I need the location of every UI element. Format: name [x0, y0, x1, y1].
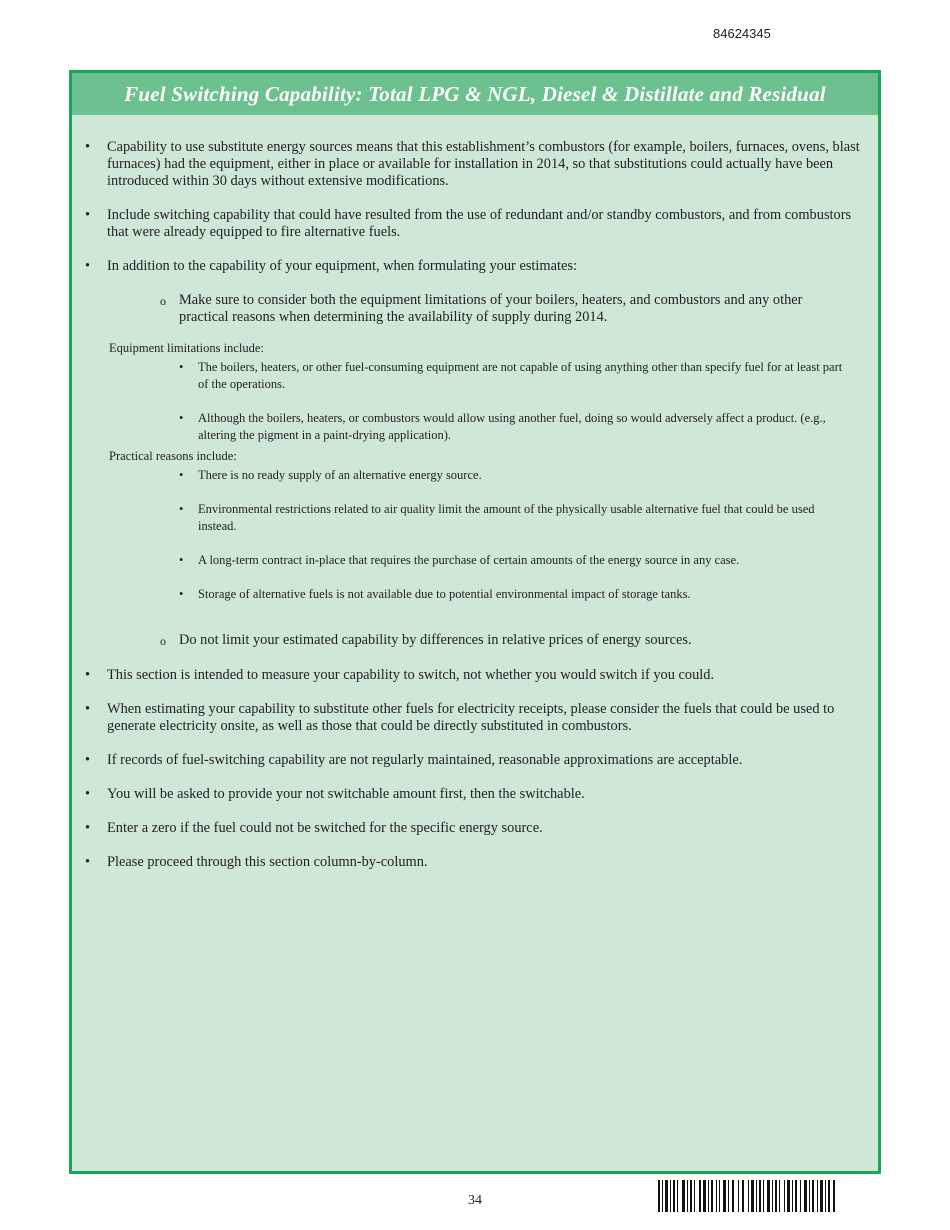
instruction-text: This section is intended to measure your capability to switch, not whether you would switch if you could.	[107, 667, 715, 683]
item-text: There is no ready supply of an alternative energy source.	[198, 468, 482, 482]
item-text: A long-term contract in-place that requires the purchase of certain amounts of the energy source in any case.	[198, 553, 740, 567]
instruction-text: Please proceed through this section column-by-column.	[107, 854, 428, 870]
circle-bullet-icon: o	[160, 634, 166, 648]
practical-reasons-label: Practical reasons include:	[109, 449, 237, 463]
bullet-icon: •	[85, 207, 91, 223]
instruction-bullet	[85, 786, 868, 803]
bullet-icon: •	[179, 411, 184, 425]
equipment-limitation-item	[179, 410, 868, 444]
bullet-icon: •	[179, 553, 184, 567]
sub-instruction	[160, 292, 868, 326]
instruction-text: In addition to the capability of your equipment, when formulating your estimates:	[107, 258, 577, 274]
bullet-icon: •	[85, 752, 91, 768]
instruction-bullet	[85, 854, 868, 871]
bullet-icon: •	[85, 667, 91, 683]
item-text: Storage of alternative fuels is not available due to potential environmental impact of storage tanks.	[198, 587, 691, 601]
instruction-text: You will be asked to provide your not switchable amount first, then the switchable.	[107, 786, 585, 802]
instruction-text: Include switching capability that could have resulted from the use of redundant and/or standby combustors, and from combustors that were already equipped to fire alternative fuels.	[107, 207, 852, 240]
equipment-limitations-label: Equipment limitations include:	[109, 341, 264, 355]
bullet-icon: •	[85, 139, 91, 155]
page-number: 34	[468, 1193, 482, 1208]
item-text: Although the boilers, heaters, or combustors would allow using another fuel, doing so would adversely affect a product. (e.g., altering the pigment in a paint-drying application).	[198, 411, 826, 442]
instruction-bullet	[85, 258, 868, 275]
section-title: Fuel Switching Capability: Total LPG & NGL, Diesel & Distillate and Residual	[72, 73, 878, 115]
instruction-text: Capability to use substitute energy sources means that this establishment’s combustors (for example, boilers, furnaces, ovens, blast furnaces) had the equipment, either in place or available for installation in 2014, so that substitutions could actually have been introduced within 30 days without extensive modifications.	[107, 139, 860, 189]
instruction-bullet	[85, 667, 868, 684]
bullet-icon: •	[179, 468, 184, 482]
instruction-text: When estimating your capability to substitute other fuels for electricity receipts, please consider the fuels that could be used to generate electricity onsite, as well as those that could be directly substituted in combustors.	[107, 701, 835, 734]
instructions-panel	[69, 70, 881, 1174]
bullet-icon: •	[85, 786, 91, 802]
item-text: The boilers, heaters, or other fuel-consuming equipment are not capable of using anything other than specify fuel for at least part of the operations.	[198, 360, 843, 391]
bullet-icon: •	[85, 854, 91, 870]
instruction-text: If records of fuel-switching capability are not regularly maintained, reasonable approximations are acceptable.	[107, 752, 743, 768]
practical-reason-item	[179, 501, 868, 535]
form-id: 84624345	[713, 26, 771, 41]
instruction-bullet	[85, 701, 868, 735]
circle-bullet-icon: o	[160, 294, 166, 308]
practical-reason-item	[179, 552, 868, 569]
practical-reason-item	[179, 467, 868, 484]
item-text: Environmental restrictions related to air quality limit the amount of the physically usable alternative fuel that could be used instead.	[198, 502, 815, 533]
equipment-limitation-item	[179, 359, 868, 393]
bullet-icon: •	[179, 587, 184, 601]
bullet-icon: •	[179, 360, 184, 374]
instructions-content	[72, 115, 878, 871]
instruction-bullet	[85, 207, 868, 241]
instruction-text: Enter a zero if the fuel could not be switched for the specific energy source.	[107, 820, 543, 836]
bullet-icon: •	[85, 820, 91, 836]
sub-instruction	[160, 632, 868, 650]
instruction-bullet	[85, 820, 868, 837]
bullet-icon: •	[85, 258, 91, 274]
instruction-bullet	[85, 139, 868, 190]
sub-instruction-text: Do not limit your estimated capability by differences in relative prices of energy sources.	[179, 632, 692, 648]
bullet-icon: •	[179, 502, 184, 516]
sub-instruction-text: Make sure to consider both the equipment limitations of your boilers, heaters, and combustors and any other practical reasons when determining the availability of supply during 2014.	[179, 292, 803, 325]
practical-reason-item	[179, 586, 868, 603]
instruction-bullet	[85, 752, 868, 769]
barcode	[658, 1180, 836, 1212]
bullet-icon: •	[85, 701, 91, 717]
